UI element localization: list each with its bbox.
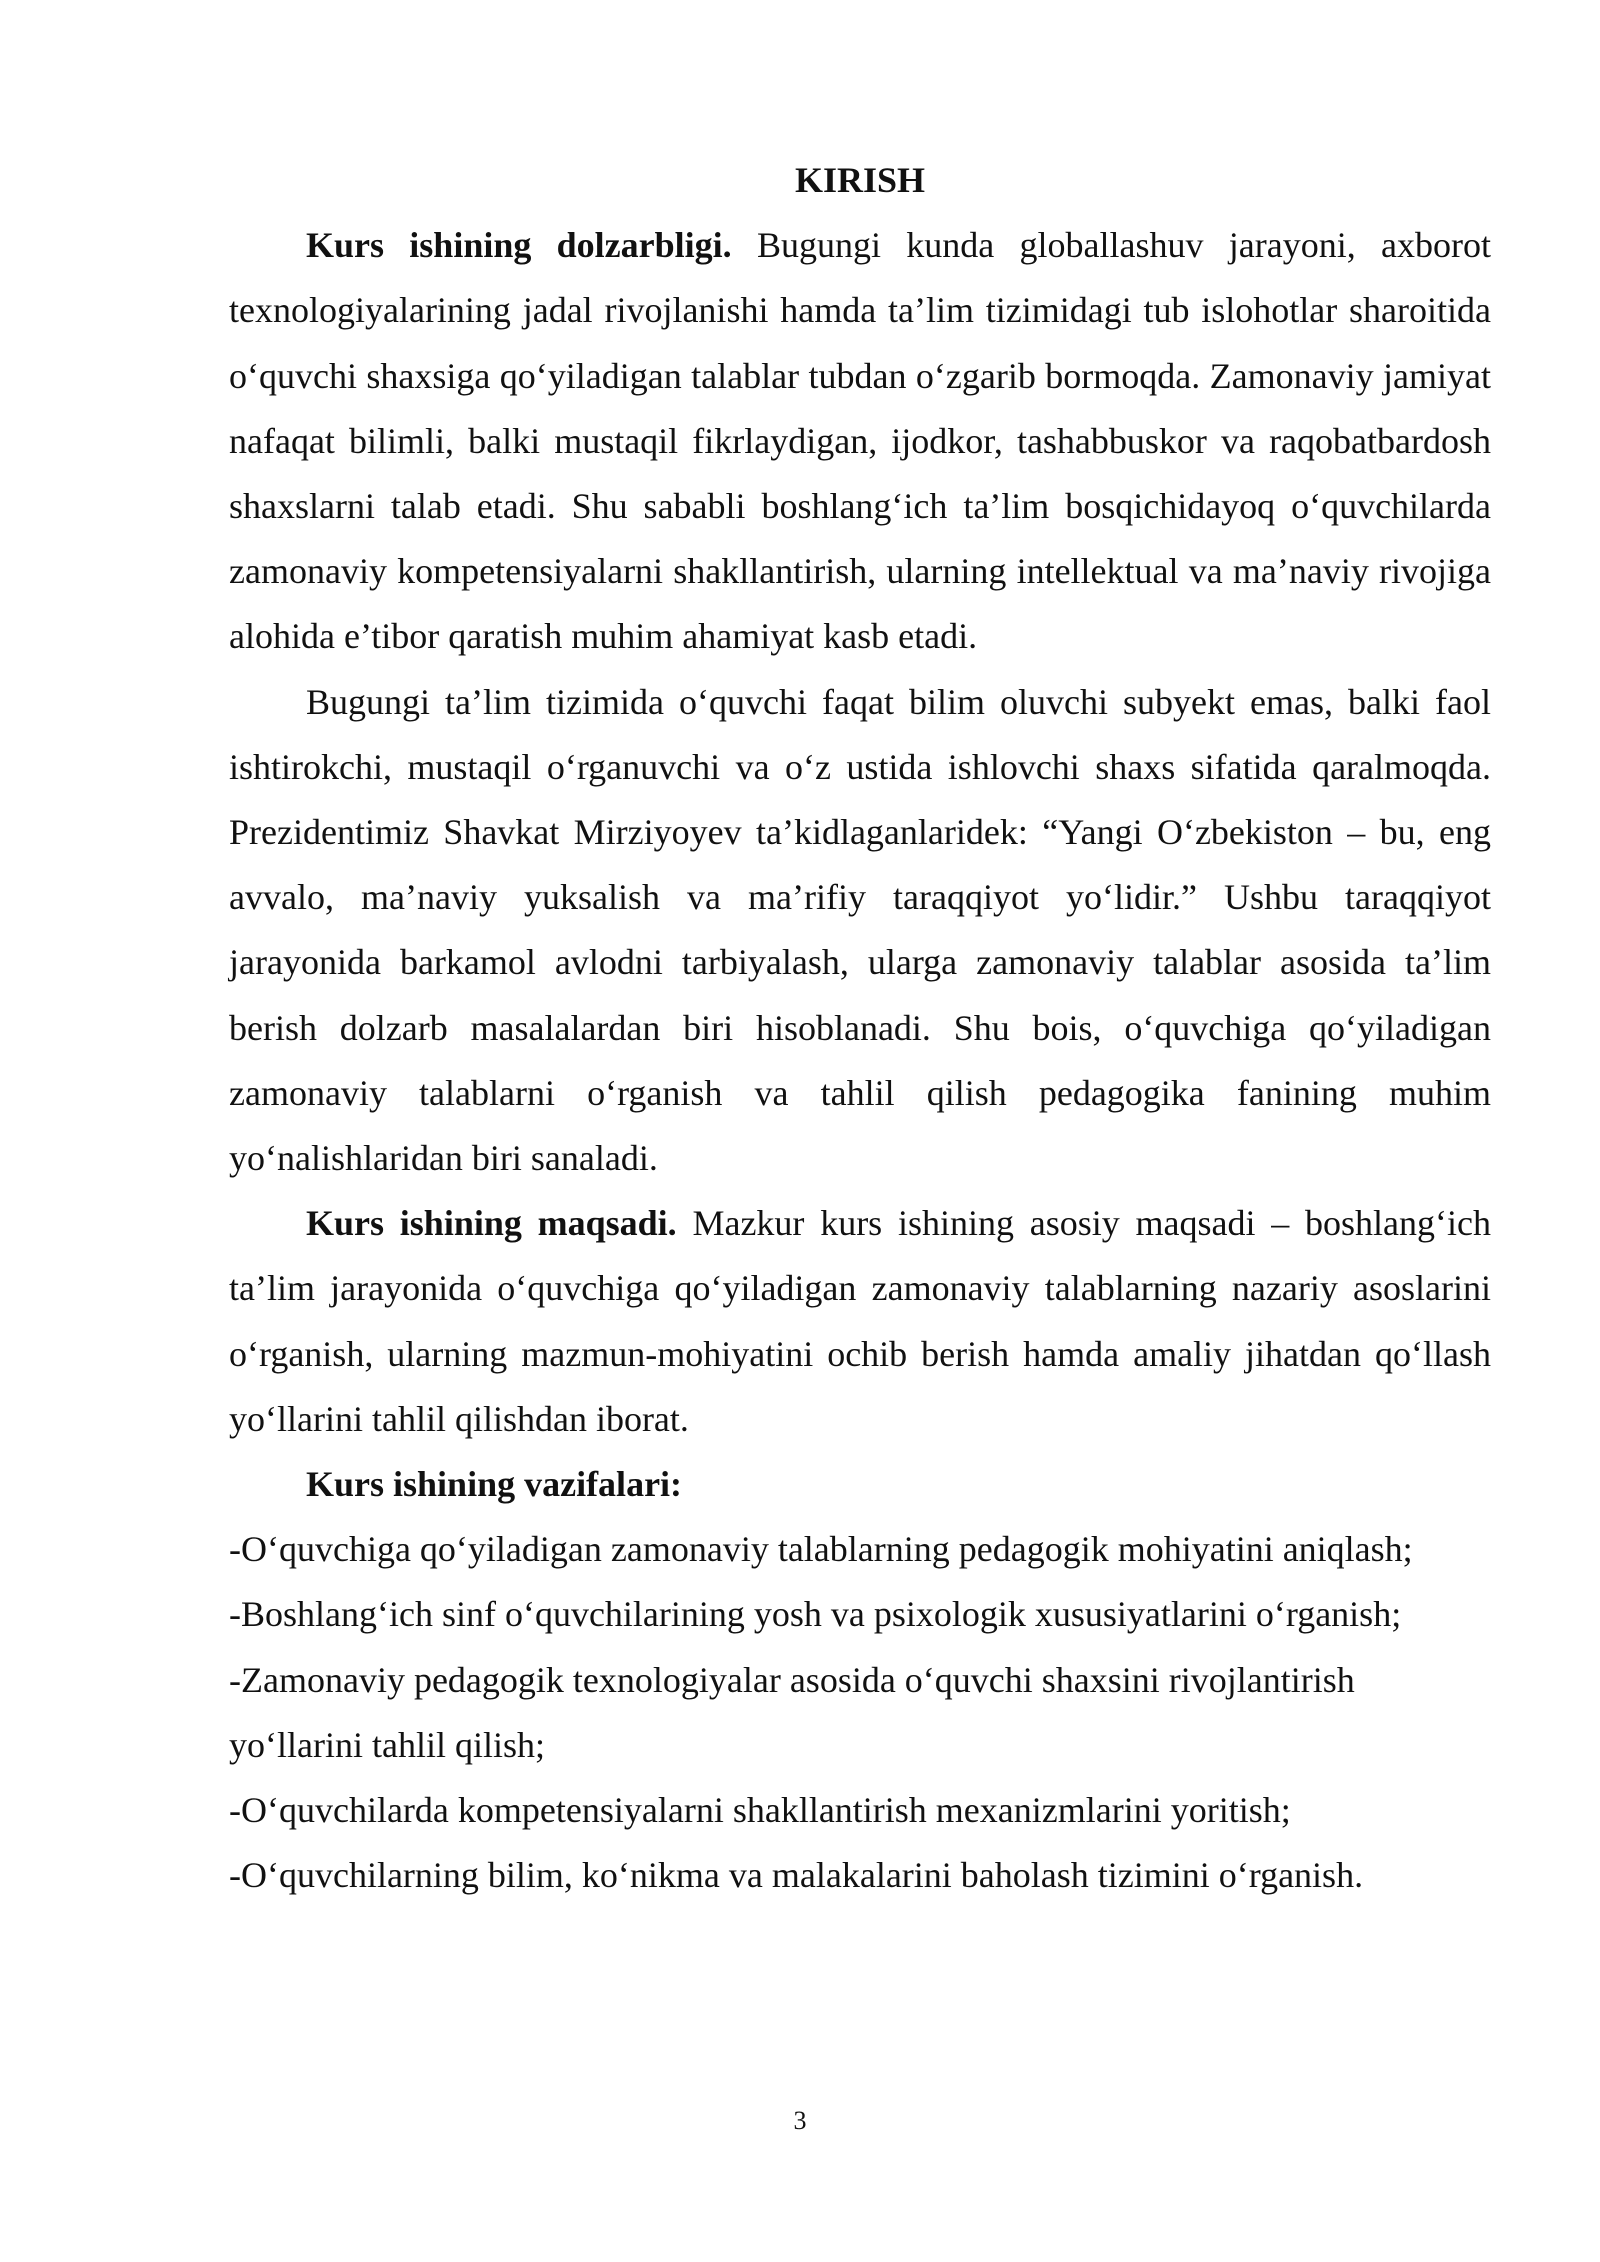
paragraph-context	[229, 670, 1491, 1192]
list-item: -O‘quvchilarda kompetensiyalarni shakllantirish mexanizmlarini yoritish;	[229, 1790, 1291, 1831]
list-item: -Zamonaviy pedagogik texnologiyalar asosida o‘quvchi shaxsini rivojlantirish yo‘llarini tahlil qilish;	[229, 1659, 1355, 1765]
paragraph-text: Bugungi ta’lim tizimida o‘quvchi faqat bilim oluvchi subyekt emas, balki faol ishtirokchi, mustaqil o‘rganuvchi va o‘z ustida ishlovchi shaxs sifatida qaralmoqda. Prezidentimiz Shavkat Mirziyoyev ta’kidlaganlaridek: “Yangi O‘zbekiston – bu, eng avvalo, ma’naviy yuksalish va ma’rifiy taraqqiyot yo‘lidir.” Ushbu taraqqiyot jarayonida barkamol avlodni tarbiyalash, ularga zamonaviy talablar asosida ta’lim berish dolzarb masalalardan biri hisoblanadi. Shu bois, o‘quvchiga qo‘yiladigan zamonaviy talablarni o‘rganish va tahlil qilish pedagogika fanining muhim yo‘nalishlaridan biri sanaladi.	[229, 681, 1491, 1179]
tasks-list	[229, 1517, 1491, 1908]
section-heading: KIRISH	[794, 160, 926, 200]
list-item: -O‘quvchiga qo‘yiladigan zamonaviy talablarning pedagogik mohiyatini aniqlash;	[229, 1529, 1413, 1570]
list-item: -O‘quvchilarning bilim, ko‘nikma va malakalarini baholash tizimini o‘rganish.	[229, 1855, 1364, 1896]
list-item: -Boshlang‘ich sinf o‘quvchilarining yosh va psixologik xususiyatlarini o‘rganish;	[229, 1594, 1402, 1635]
tasks-heading: Kurs ishining vazifalari:	[306, 1464, 683, 1505]
page-number: 3	[793, 2106, 807, 2135]
paragraph-goal	[229, 1191, 1491, 1452]
page-content	[229, 148, 1491, 1908]
paragraph-lead: Kurs ishining maqsadi.	[306, 1203, 677, 1244]
paragraph-lead: Kurs ishining dolzarbligi.	[306, 225, 732, 266]
paragraph-text: Bugungi kunda globallashuv jarayoni, axborot texnologiyalarining jadal rivojlanishi hamda ta’lim tizimidagi tub islohotlar sharoitida o‘quvchi shaxsiga qo‘yiladigan talablar tubdan o‘zgarib bormoqda. Zamonaviy jamiyat nafaqat bilimli, balki mustaqil fikrlaydigan, ijodkor, tashabbuskor va raqobatbardosh shaxslarni talab etadi. Shu sababli boshlang‘ich ta’lim bosqichidayoq o‘quvchilarda zamonaviy kompetensiyalarni shakllantirish, ularning intellektual va ma’naviy rivojiga alohida e’tibor qaratish muhim ahamiyat kasb etadi.	[229, 225, 1491, 657]
paragraph-text: Mazkur kurs ishining asosiy maqsadi – boshlang‘ich ta’lim jarayonida o‘quvchiga qo‘yiladigan zamonaviy talablarning nazariy asoslarini o‘rganish, ularning mazmun-mohiyatini ochib berish hamda amaliy jihatdan qo‘llash yo‘llarini tahlil qilishdan iborat.	[229, 1203, 1491, 1439]
paragraph-relevance	[229, 213, 1491, 669]
